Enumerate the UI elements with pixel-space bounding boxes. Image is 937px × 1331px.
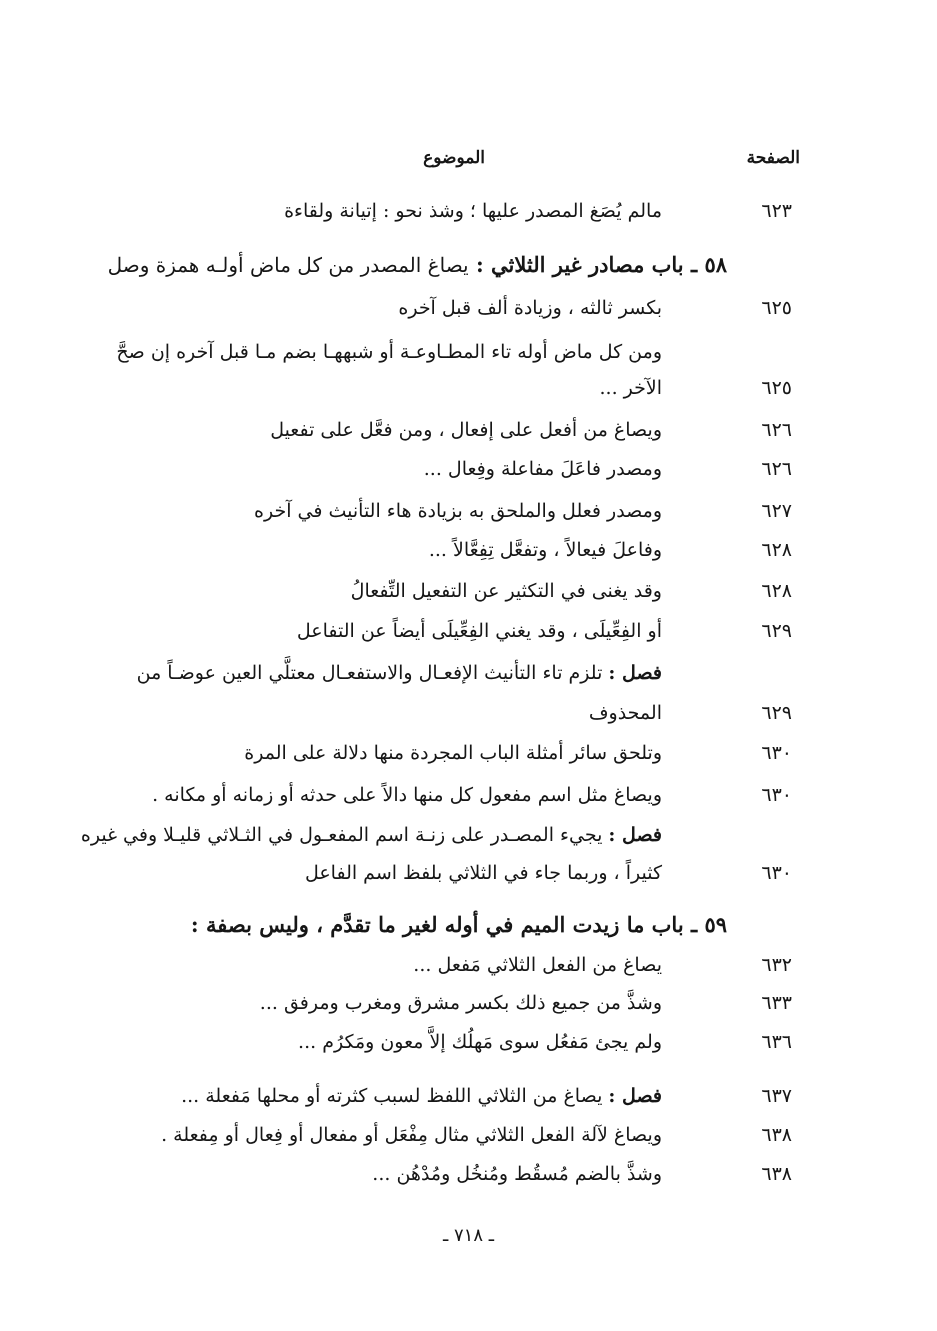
toc-row: [0, 419, 937, 455]
toc-row: [0, 742, 937, 778]
fasl-text: يصاغ من الثلاثي اللفظ لسبب كثرته أو محلها مَفعلة ...: [181, 1085, 603, 1107]
toc-row: [0, 620, 937, 656]
page-number: ٦٣٨: [761, 1163, 792, 1185]
page-folio: ـ ٧١٨ ـ: [442, 1225, 494, 1246]
page-number: ٦٣٨: [761, 1124, 792, 1146]
page-column-header: الصفحة: [746, 148, 800, 168]
page-number: ٦٣٢: [761, 954, 792, 976]
toc-row: [0, 1124, 937, 1160]
toc-entry-text: ويصاغ لآلة الفعل الثلاثي مثال مِفْعَل أو مفعال أو فِعال أو مِفعلة .: [161, 1124, 662, 1146]
toc-entry-text: ومصدر فاعَلَ مفاعلة وفِعال ...: [423, 458, 662, 480]
section-heading: [107, 912, 727, 937]
page-number: ٦٣٧: [761, 1085, 792, 1107]
toc-entry-text: [102, 1085, 662, 1107]
topic-column-header: الموضوع: [423, 148, 485, 168]
page-number: ٦٢٩: [761, 702, 792, 724]
page-number: ٦٣٠: [761, 742, 792, 764]
toc-entry-text: [80, 824, 662, 846]
toc-entry-text: بكسر ثالثه ، وزيادة ألف قبل آخره: [398, 297, 662, 319]
page-number: ٦٢٩: [761, 620, 792, 642]
toc-row: [0, 539, 937, 575]
toc-entry-text: يصاغ من الفعل الثلاثي مَفعل ...: [413, 954, 662, 976]
toc-row: [0, 992, 937, 1028]
page-number: ٦٣٠: [761, 784, 792, 806]
section-heading-row: [0, 252, 937, 288]
toc-row: [0, 784, 937, 820]
page-number: ٦٣٣: [761, 992, 792, 1014]
fasl-label: فصل :: [608, 662, 662, 684]
page-number: ٦٢٦: [761, 419, 792, 441]
section-heading: [107, 252, 727, 277]
section-heading-row: [0, 912, 937, 948]
toc-row: [0, 500, 937, 536]
page-number: ٦٢٥: [761, 377, 792, 399]
toc-row: [0, 702, 937, 738]
fasl-label: فصل :: [608, 824, 662, 846]
toc-entry-text: وشذَّ بالضم مُسقُط ومُنخُل ومُدْهُن ...: [372, 1163, 662, 1185]
toc-row: [0, 1085, 937, 1121]
toc-row: [0, 458, 937, 494]
toc-entry-text: وشذَّ من جميع ذلك بكسر مشرق ومغرب ومرفق ...: [259, 992, 662, 1014]
fasl-text: يجيء المصـدر على زنـة اسم المفعـول في الثـلاثي قليـلا وفي غيره: [80, 824, 603, 846]
toc-row: [0, 824, 937, 860]
toc-row: [0, 1031, 937, 1067]
fasl-label: فصل :: [608, 1085, 662, 1107]
page-number: ٦٢٥: [761, 297, 792, 319]
section-title: ٥٩ ـ باب ما زيدت الميم في أوله لغير ما تقدَّم ، وليس بصفة :: [190, 912, 727, 937]
page-number: ٦٣٦: [761, 1031, 792, 1053]
toc-row: [0, 580, 937, 616]
toc-entry-text: الآخر ...: [599, 377, 662, 399]
toc-row: [0, 341, 937, 377]
toc-entry-text: ويصاغ من أفعل على إفعال ، ومن فعَّل على تفعيل: [270, 419, 662, 441]
section-title: ٥٨ ـ باب مصادر غير الثلاثي :: [475, 252, 727, 277]
toc-entry-text: المحذوف: [588, 702, 662, 724]
page-number: ٦٢٦: [761, 458, 792, 480]
toc-row: [0, 662, 937, 698]
toc-entry-text: أو الفِعِّيلَى ، وقد يغني الفِعِّيلَى أيضاً عن التفاعل: [296, 620, 662, 642]
fasl-text: تلزم تاء التأنيث الإفعـال والاستفعـال معتلَّي العين عوضـاً من: [136, 662, 603, 684]
toc-row: [0, 954, 937, 990]
page-number: ٦٢٧: [761, 500, 792, 522]
toc-entry-text: ومصدر فعلل والملحق به بزيادة هاء التأنيث في آخره: [254, 500, 662, 522]
toc-row: [0, 862, 937, 898]
toc-entry-text: ولم يجئ مَفعُل سوى مَهلُك إلاَّ معون ومَكرُم ...: [298, 1031, 662, 1053]
toc-row: [0, 377, 937, 413]
toc-entry-text: كثيراً ، وربما جاء في الثلاثي بلفظ اسم الفاعل: [304, 862, 662, 884]
section-heading-rest: يصاغ المصدر من كل ماض أولـه همزة وصل: [107, 253, 469, 277]
toc-entry-text: وتلحق سائر أمثلة الباب المجردة منها دلالة على المرة: [244, 742, 662, 764]
toc-entry-text: وفاعلَ فيعالاً ، وتفعَّل تِفِعَّالاً ...: [428, 539, 662, 561]
toc-entry-text: وقد يغنى في التكثير عن التفعيل التِّفعالُ: [350, 580, 662, 602]
toc-entry-text: مالم يُصَغ المصدر عليها ؛ وشذ نحو : إتيانة ولقاءة: [284, 200, 662, 222]
toc-entry-text: ومن كل ماض أوله تاء المطـاوعـة أو شبههـا بضم مـا قبل آخره إن صحَّ: [116, 341, 662, 363]
toc-row: [0, 297, 937, 333]
toc-entry-text: [102, 662, 662, 684]
page-number: ٦٢٨: [761, 580, 792, 602]
toc-row: [0, 200, 937, 236]
page-number: ٦٢٣: [761, 200, 792, 222]
page-number: ٦٢٨: [761, 539, 792, 561]
toc-entry-text: ويصاغ مثل اسم مفعول كل منها دالاً على حدثه أو زمانه أو مكانه .: [152, 784, 662, 806]
page-number: ٦٣٠: [761, 862, 792, 884]
toc-row: [0, 1163, 937, 1199]
